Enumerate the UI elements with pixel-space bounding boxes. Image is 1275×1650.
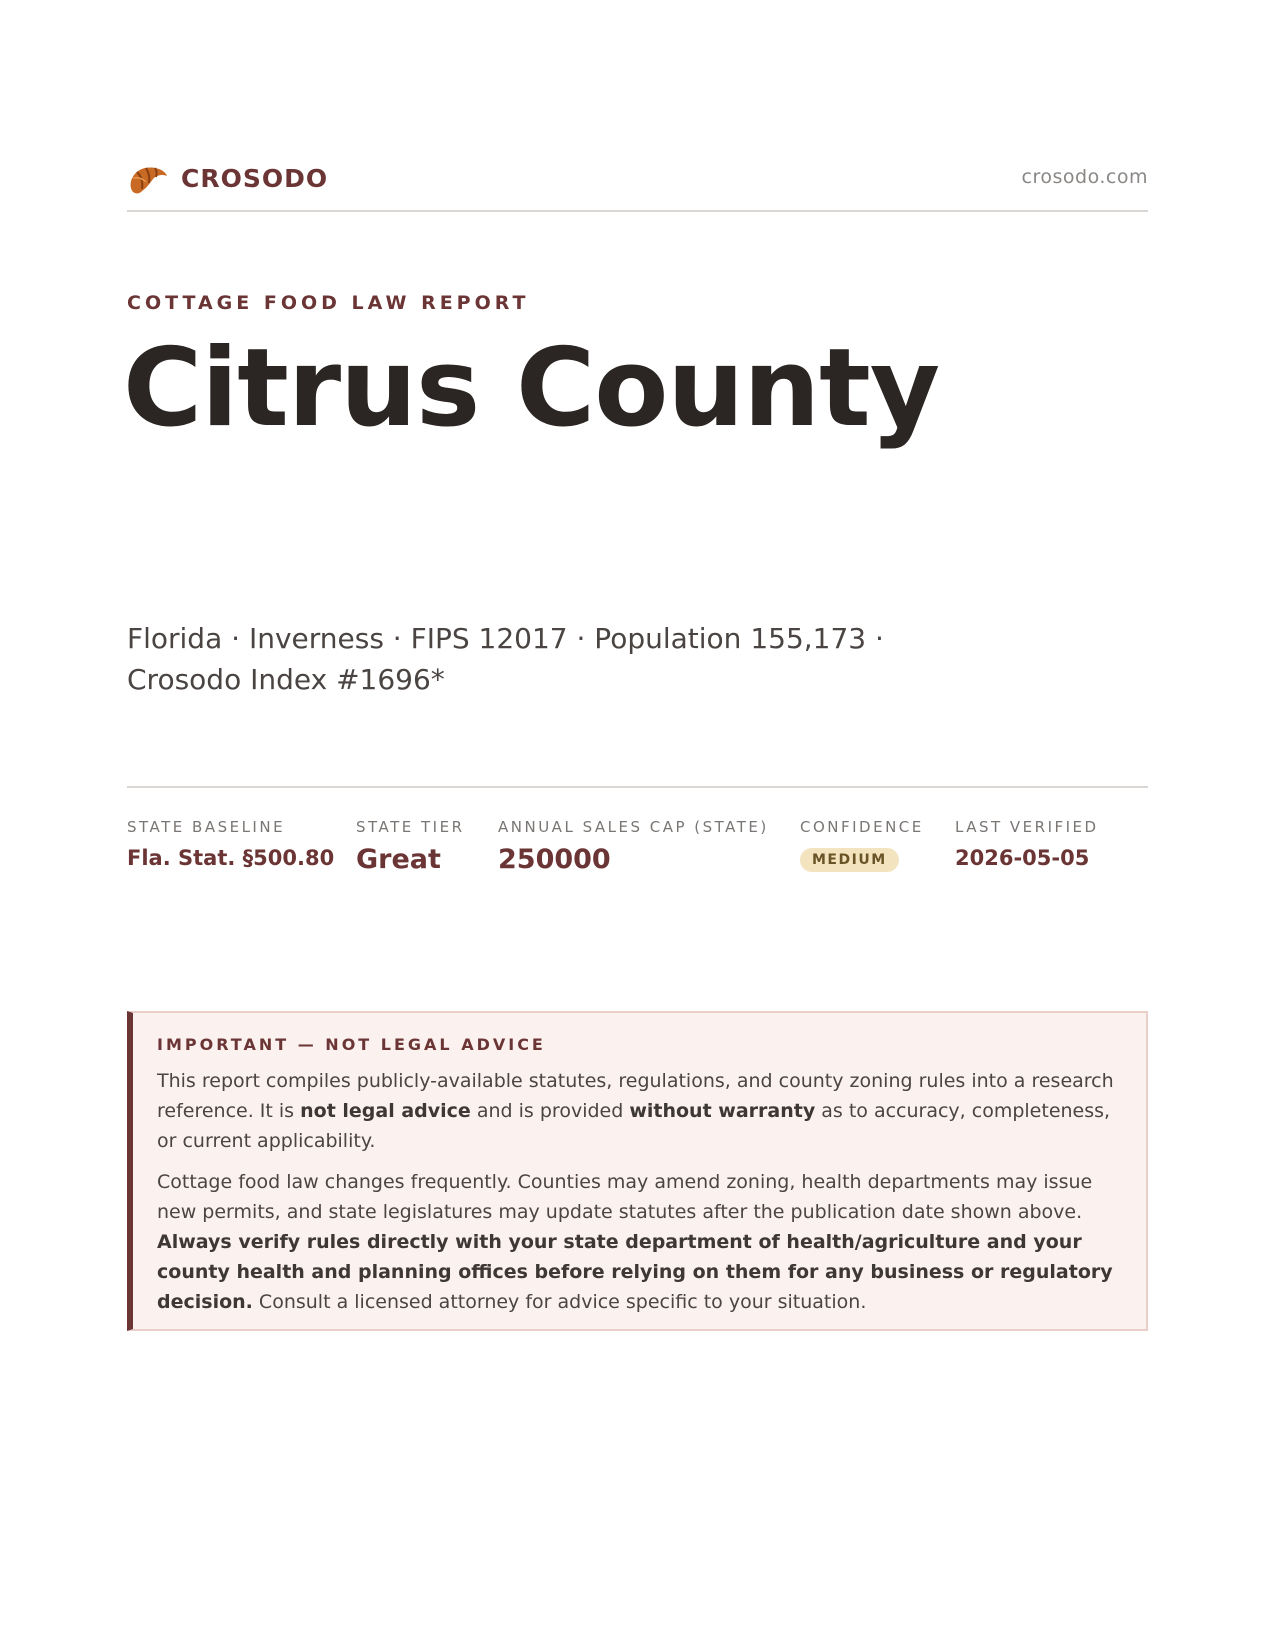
disclaimer-title: IMPORTANT — NOT LEGAL ADVICE — [157, 1035, 546, 1054]
disclaimer-text: Consult a licensed attorney for advice specific to your situation. — [252, 1291, 867, 1313]
stat-value: Great — [356, 844, 441, 875]
stat-value: 250000 — [498, 844, 611, 875]
legal-disclaimer — [127, 1011, 1148, 1331]
brand-name: CROSODO — [181, 163, 329, 193]
page-header — [127, 158, 1148, 212]
stat-state-tier — [356, 818, 465, 875]
stat-label: ANNUAL SALES CAP (STATE) — [498, 818, 769, 836]
disclaimer-paragraph-1 — [157, 1066, 1120, 1156]
stats-divider — [127, 786, 1148, 788]
stat-label: STATE TIER — [356, 818, 465, 836]
stat-value: 2026-05-05 — [955, 846, 1090, 870]
stat-value: Fla. Stat. §500.80 — [127, 846, 335, 870]
site-url[interactable]: crosodo.com — [1021, 166, 1148, 188]
county-subtitle — [127, 618, 887, 700]
disclaimer-text: and is provided — [470, 1100, 630, 1122]
stat-label: LAST VERIFIED — [955, 818, 1099, 836]
stat-annual-sales-cap — [498, 818, 769, 875]
stat-label: STATE BASELINE — [127, 818, 286, 836]
croissant-icon — [127, 158, 169, 198]
disclaimer-emphasis: Always verify rules directly with your state department of health/agriculture and your county health and planning offices before relying on them for any business or regulatory decision. — [157, 1231, 1113, 1313]
stat-confidence — [800, 818, 924, 872]
disclaimer-text: as to accuracy, completeness, or current applicability. — [157, 1100, 1111, 1152]
confidence-badge: MEDIUM — [800, 848, 899, 872]
disclaimer-emphasis: without warranty — [629, 1100, 816, 1122]
disclaimer-emphasis: not legal advice — [300, 1100, 471, 1122]
stat-label: CONFIDENCE — [800, 818, 924, 836]
disclaimer-text: Cottage food law changes frequently. Counties may amend zoning, health departments may issue new permits, and state legislatures may update statutes after the publication date shown above. — [157, 1171, 1093, 1223]
page-title: Citrus County — [123, 326, 940, 451]
subtitle-line-1: Florida · Inverness · FIPS 12017 · Population 155,173 · — [127, 622, 884, 655]
report-eyebrow: COTTAGE FOOD LAW REPORT — [127, 292, 530, 314]
brand[interactable] — [127, 158, 328, 198]
stat-last-verified — [955, 818, 1099, 870]
stat-state-baseline — [127, 818, 334, 870]
disclaimer-text: This report compiles publicly-available statutes, regulations, and county zoning rules into a research reference. It is — [157, 1070, 1114, 1122]
disclaimer-paragraph-2 — [157, 1167, 1120, 1317]
subtitle-line-2: Crosodo Index #1696* — [127, 663, 445, 696]
